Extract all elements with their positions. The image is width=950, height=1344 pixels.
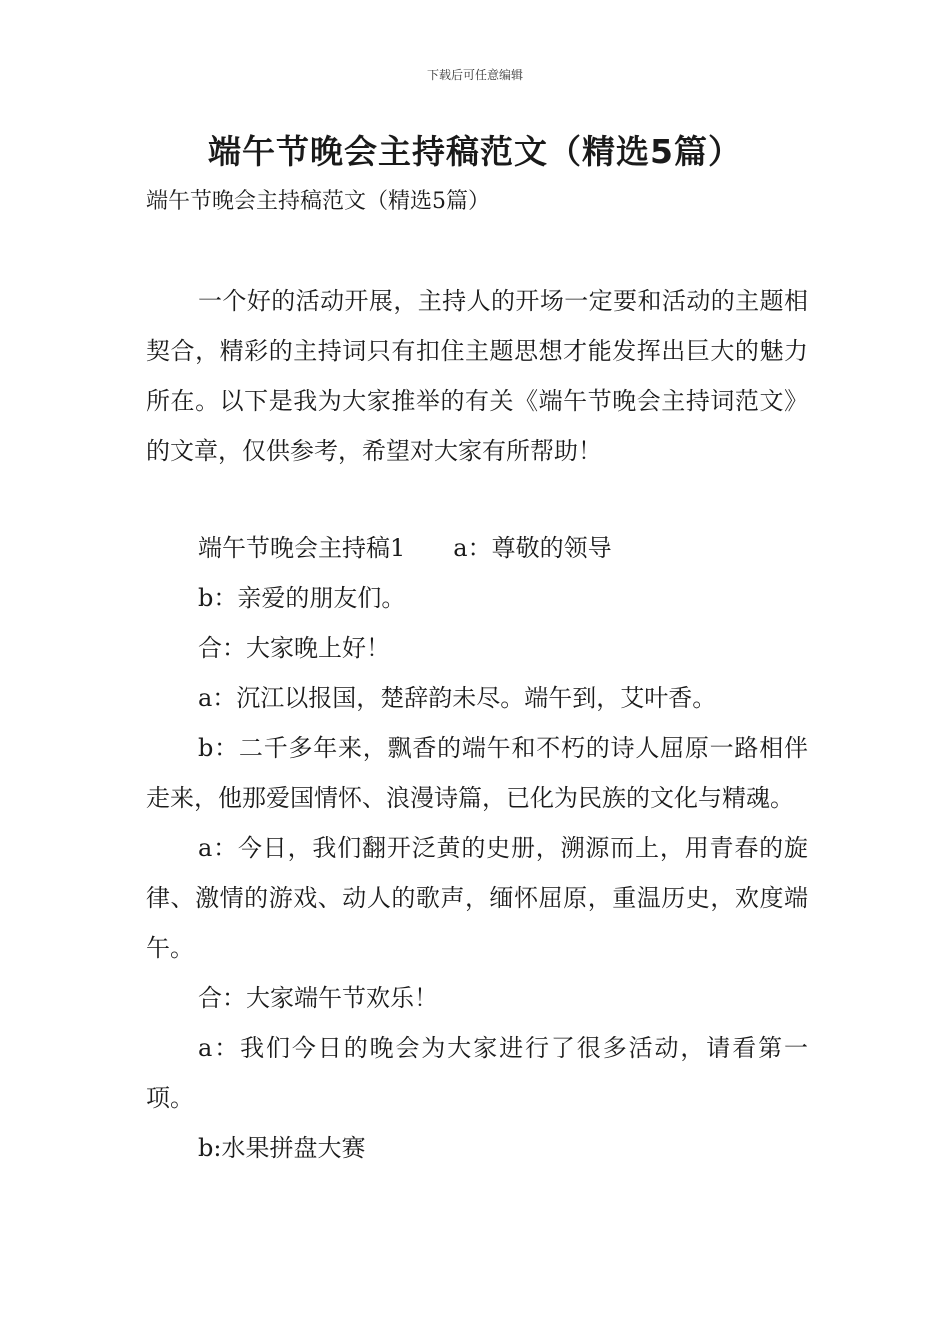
script-line-text: a：尊敬的领导 xyxy=(453,534,612,562)
section-heading: 端午节晚会主持稿1 xyxy=(198,534,406,562)
script-line: 合：大家端午节欢乐！ xyxy=(198,984,438,1012)
header-note: 下载后可任意编辑 xyxy=(426,68,523,82)
script-line: a：我们今日的晚会为大家进行了很多活动，请看第一项。 xyxy=(146,1034,808,1112)
document-title: 端午节晚会主持稿范文（精选5篇） xyxy=(208,132,742,171)
script-line: b：二千多年来，飘香的端午和不朽的诗人屈原一路相伴走来，他那爱国情怀、浪漫诗篇，已化为民族的文化与精魂。 xyxy=(146,734,808,812)
script-line: a：沉江以报国，楚辞韵未尽。端午到，艾叶香。 xyxy=(198,684,717,712)
document-subtitle: 端午节晚会主持稿范文（精选5篇） xyxy=(146,189,490,214)
script-line: b：亲爱的朋友们。 xyxy=(198,584,406,612)
script-line: b:水果拼盘大赛 xyxy=(198,1134,366,1162)
script-line xyxy=(146,523,808,573)
script-section xyxy=(146,523,808,1173)
script-line: 合：大家晚上好！ xyxy=(198,634,390,662)
script-line: a：今日，我们翻开泛黄的史册，溯源而上，用青春的旋律、激情的游戏、动人的歌声，缅怀屈原，重温历史，欢度端午。 xyxy=(146,834,808,962)
intro-paragraph: 一个好的活动开展，主持人的开场一定要和活动的主题相契合，精彩的主持词只有扣住主题思想才能发挥出巨大的魅力所在。以下是我为大家推举的有关《端午节晚会主持词范文》的文章，仅供参考，希望对大家有所帮助！ xyxy=(146,287,808,465)
